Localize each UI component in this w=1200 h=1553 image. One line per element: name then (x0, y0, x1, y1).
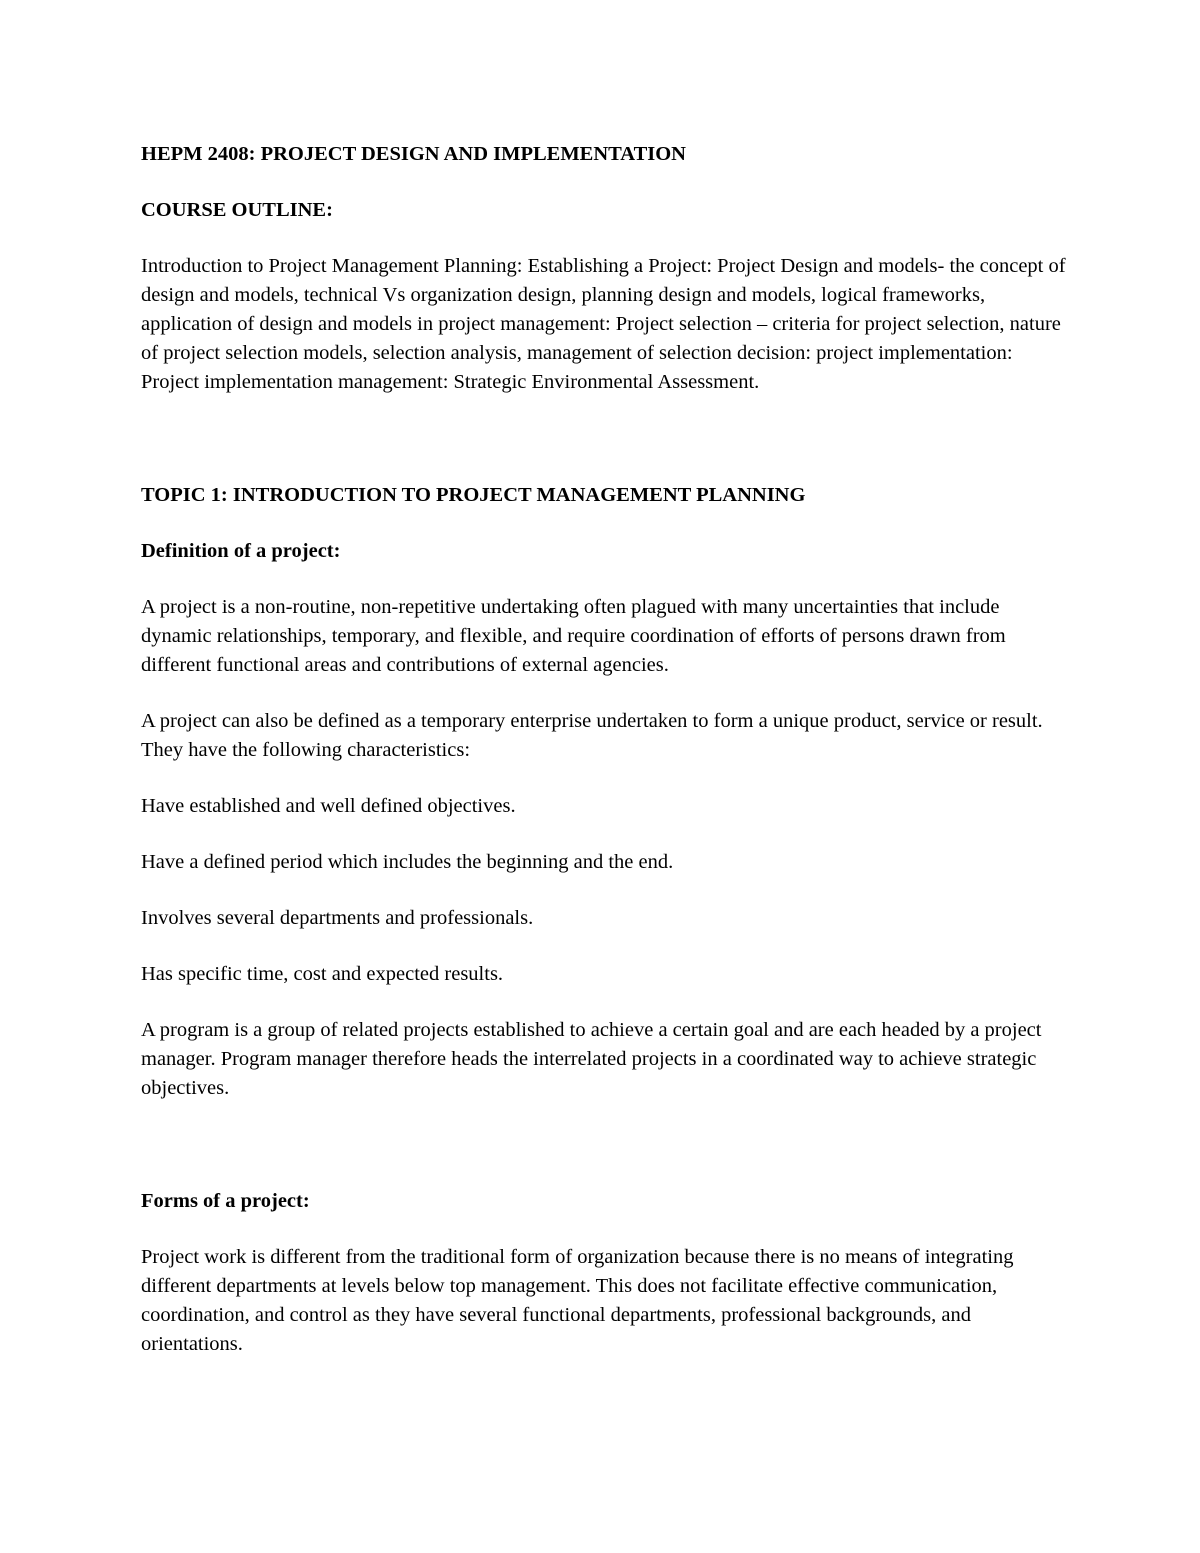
definition-paragraph-2: A project can also be defined as a temporary enterprise undertaken to form a unique product, service or result. They have the following characteristics: (141, 710, 1043, 761)
course-title: HEPM 2408: PROJECT DESIGN AND IMPLEMENTATION (141, 143, 686, 165)
forms-paragraph: Project work is different from the traditional form of organization because there is no means of integrating different departments at levels below top management. This does not facilitate effective communication, coordination, and control as they have several functional departments, professional backgrounds, and orientations. (141, 1246, 1014, 1355)
definition-paragraph-1: A project is a non-routine, non-repetitive undertaking often plagued with many uncertainties that include dynamic relationships, temporary, and flexible, and require coordination of efforts of persons drawn from different functional areas and contributions of external agencies. (141, 596, 1006, 676)
program-paragraph: A program is a group of related projects established to achieve a certain goal and are each headed by a project manager. Program manager therefore heads the interrelated projects in a coordinated way to achieve strategic objectives. (141, 1019, 1042, 1099)
characteristic-item: Have established and well defined objectives. (141, 795, 516, 817)
document-page (141, 140, 1071, 1359)
definition-heading: Definition of a project: (141, 540, 341, 562)
characteristic-item: Have a defined period which includes the beginning and the end. (141, 851, 674, 873)
topic1-heading: TOPIC 1: INTRODUCTION TO PROJECT MANAGEMENT PLANNING (141, 484, 806, 506)
outline-text: Introduction to Project Management Planning: Establishing a Project: Project Design and models- the concept of design and models, technical Vs organization design, planning design and models, logical frameworks, application of design and models in project management: Project selection – criteria for project selection, nature of project selection models, selection analysis, management of selection decision: project implementation: Project implementation management: Strategic Environmental Assessment. (141, 255, 1066, 393)
forms-heading: Forms of a project: (141, 1190, 310, 1212)
outline-heading: COURSE OUTLINE: (141, 199, 333, 221)
characteristic-item: Has specific time, cost and expected results. (141, 963, 504, 985)
characteristic-item: Involves several departments and professionals. (141, 907, 534, 929)
